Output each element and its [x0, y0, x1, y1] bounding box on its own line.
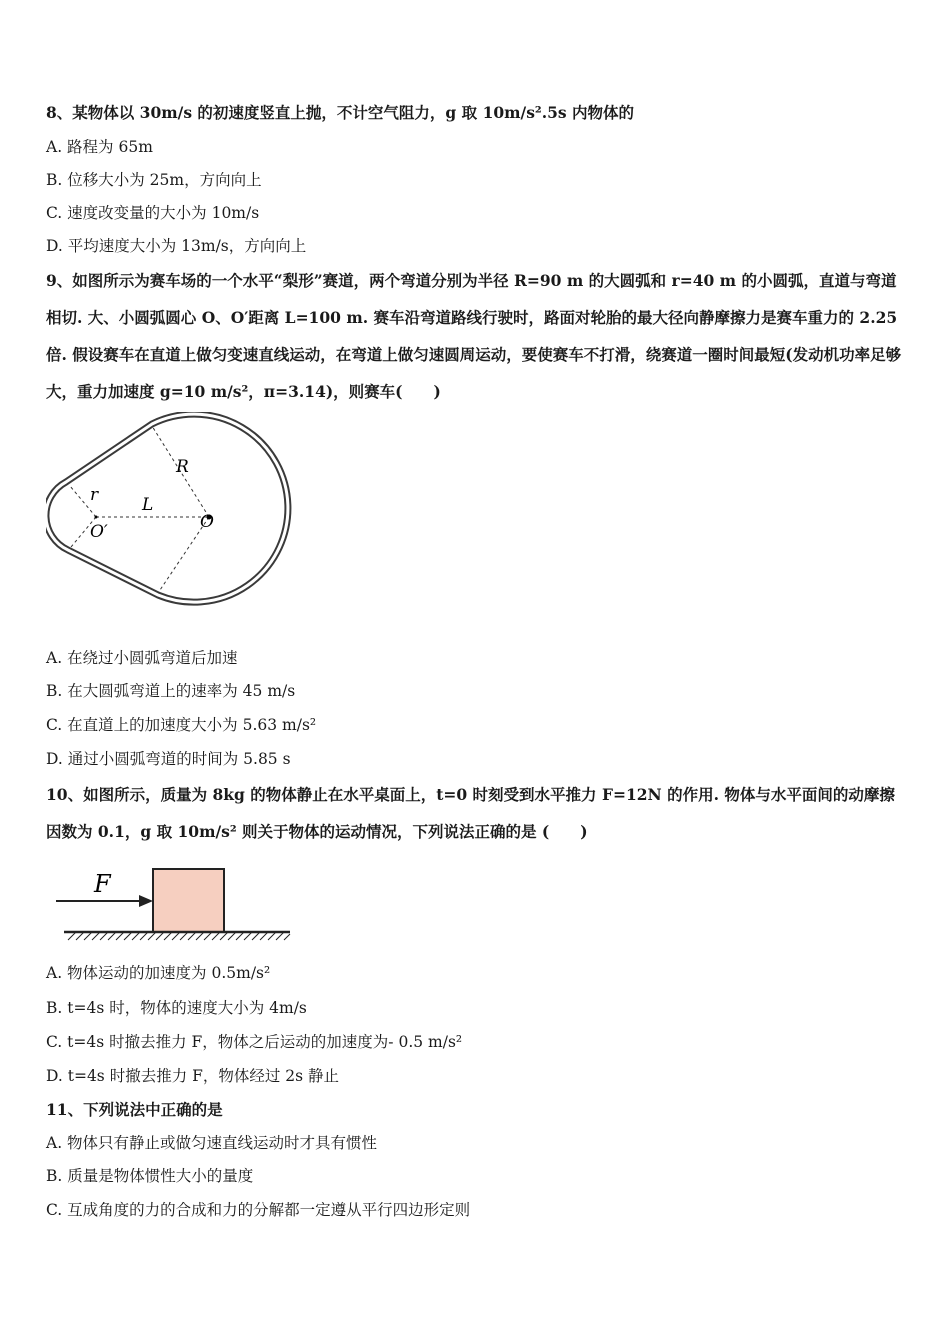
q9-option-b: B. 在大圆弧弯道上的速率为 45 m/s [46, 682, 296, 700]
q10-force-figure [54, 866, 314, 946]
q9-option-c: C. 在直道上的加速度大小为 5.63 m/s² [46, 716, 317, 734]
q11-stem: 11、下列说法中正确的是 [46, 1100, 223, 1119]
label-R: R [176, 457, 189, 477]
q8-option-b: B. 位移大小为 25m，方向向上 [46, 171, 262, 189]
q11-option-a: A. 物体只有静止或做匀速直线运动时才具有惯性 [46, 1134, 378, 1152]
label-O-prime: O′ [90, 522, 108, 542]
q11-option-c: C. 互成角度的力的合成和力的分解都一定遵从平行四边形定则 [46, 1201, 471, 1219]
q11-option-b: B. 质量是物体惯性大小的量度 [46, 1167, 254, 1185]
q8-stem: 8、某物体以 30m/s 的初速度竖直上抛，不计空气阻力，g 取 10m/s².5s 内物体的 [46, 103, 635, 122]
q9-option-d: D. 通过小圆弧弯道的时间为 5.85 s [46, 750, 291, 768]
q10-option-b: B. t=4s 时，物体的速度大小为 4m/s [46, 999, 307, 1017]
label-F: F [94, 870, 111, 898]
q9-stem: 9、如图所示为赛车场的一个水平“梨形”赛道，两个弯道分别为半径 R=90 m 的大圆弧和 r=40 m 的小圆弧，直道与弯道相切. 大、小圆弧圆心 O、O′距离 L=100 m. 赛车沿弯道路线行驶时，路面对轮胎的最大径向静摩擦力是赛车重力的 2.25 倍. 假设赛车在直道上做匀变速直线运动，在弯道上做匀速圆周运动，要使赛车不打滑，绕赛道一圈时间最短(发动机功率足够大，重力加速度 g=10 m/s²，π=3.14)，则赛车( ) [46, 271, 902, 401]
block [153, 869, 224, 932]
q10-option-a: A. 物体运动的加速度为 0.5m/s² [46, 964, 271, 982]
q9-option-a: A. 在绕过小圆弧弯道后加速 [46, 649, 238, 667]
force-arrowhead [139, 895, 153, 907]
q9-track-figure [46, 412, 306, 612]
track-outer [46, 414, 288, 602]
q8-option-d: D. 平均速度大小为 13m/s，方向向上 [46, 237, 307, 255]
track-inner [46, 414, 288, 602]
q10-option-d: D. t=4s 时撤去推力 F，物体经过 2s 静止 [46, 1067, 340, 1085]
q8-option-a: A. 路程为 65m [46, 138, 153, 156]
q8-option-c: C. 速度改变量的大小为 10m/s [46, 204, 260, 222]
label-L: L [142, 495, 154, 515]
q10-stem: 10、如图所示，质量为 8kg 的物体静止在水平桌面上，t=0 时刻受到水平推力 F=12N 的作用. 物体与水平面间的动摩擦因数为 0.1，g 取 10m/s² 则关于物体的运动情况，下列说法正确的是 ( ) [46, 785, 895, 841]
label-r: r [90, 485, 99, 505]
label-O: O [200, 512, 214, 532]
q10-option-c: C. t=4s 时撤去推力 F，物体之后运动的加速度为- 0.5 m/s² [46, 1033, 463, 1051]
